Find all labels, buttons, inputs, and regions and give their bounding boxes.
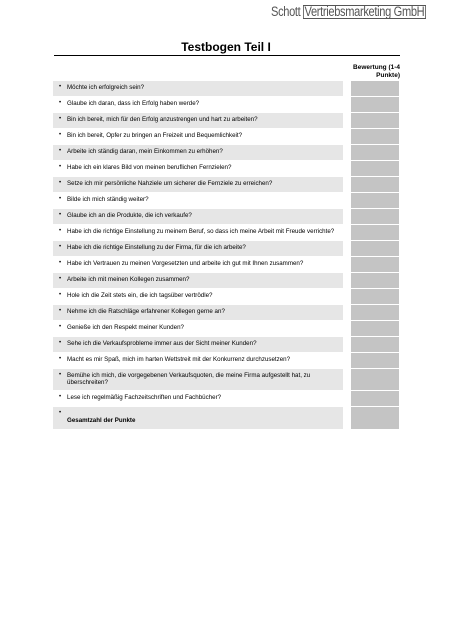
- question-row: [53, 113, 401, 129]
- question-text: Nehme ich die Ratschläge erfahrener Kollegen gerne an?: [67, 308, 225, 315]
- bullet-icon: •: [58, 196, 62, 202]
- question-row: [53, 241, 401, 257]
- logo-text-vertriebsmarketing: Vertriebsmarketing GmbH: [304, 4, 425, 19]
- question-text: Habe ich die richtige Einstellung zu der Firma, für die ich arbeite?: [67, 244, 246, 251]
- question-text: Habe ich die richtige Einstellung zu meinem Beruf, so dass ich meine Arbeit mit Freude verrichte?: [67, 228, 335, 235]
- question-row: [53, 81, 401, 97]
- company-logo: [271, 4, 426, 19]
- question-cell: [53, 273, 343, 288]
- question-cell: [53, 353, 343, 368]
- question-row: [53, 193, 401, 209]
- question-cell: [53, 337, 343, 352]
- questionnaire-table: [53, 81, 401, 430]
- bullet-icon: •: [58, 292, 62, 298]
- bullet-icon: •: [58, 276, 62, 282]
- bullet-icon: •: [58, 180, 62, 186]
- question-text: Hole ich die Zeit stets ein, die ich tagsüber vertrödle?: [67, 292, 213, 299]
- question-row: [53, 257, 401, 273]
- score-field[interactable]: [351, 81, 399, 96]
- bullet-icon: •: [58, 308, 62, 314]
- score-field[interactable]: [351, 161, 399, 176]
- question-row: [53, 161, 401, 177]
- question-cell: [53, 225, 343, 240]
- score-field[interactable]: [351, 321, 399, 336]
- question-row: [53, 177, 401, 193]
- question-cell: [53, 145, 343, 160]
- question-text: Sehe ich die Verkaufsprobleme immer aus der Sicht meiner Kunden?: [67, 340, 257, 347]
- bullet-icon: •: [58, 164, 62, 170]
- score-field[interactable]: [351, 353, 399, 368]
- question-cell: [53, 97, 343, 112]
- score-field[interactable]: [351, 273, 399, 288]
- question-text: Möchte ich erfolgreich sein?: [67, 84, 145, 91]
- question-row: [53, 391, 401, 407]
- question-cell: [53, 391, 343, 406]
- bullet-icon: •: [58, 228, 62, 234]
- question-cell: [53, 369, 343, 390]
- question-cell: [53, 305, 343, 320]
- bullet-icon: •: [58, 148, 62, 154]
- score-field[interactable]: [351, 193, 399, 208]
- score-column-header: Bewertung (1-4 Punkte): [353, 64, 400, 79]
- bullet-icon: •: [58, 244, 62, 250]
- score-field[interactable]: [351, 391, 399, 406]
- question-row: [53, 97, 401, 113]
- score-field[interactable]: [351, 209, 399, 224]
- question-text: Glaube ich an die Produkte, die ich verkaufe?: [67, 212, 192, 219]
- bullet-icon: •: [58, 324, 62, 330]
- question-text: Habe ich Vertrauen zu meinen Vorgesetzten und arbeite ich gut mit Ihnen zusammen?: [67, 260, 304, 267]
- bullet-icon: •: [58, 84, 62, 90]
- question-text: Glaube ich daran, dass ich Erfolg haben werde?: [67, 100, 200, 107]
- page-title: Testbogen Teil I: [181, 40, 271, 54]
- bullet-icon: •: [58, 340, 62, 346]
- question-text: Setze ich mir persönliche Nahziele um sicherer die Fernziele zu erreichen?: [67, 180, 273, 187]
- question-row: [53, 353, 401, 369]
- score-field[interactable]: [351, 145, 399, 160]
- question-text: Bin ich bereit, Opfer zu bringen an Freizeit und Bequemlichkeit?: [67, 132, 243, 139]
- bullet-icon: •: [58, 409, 62, 416]
- question-text: Arbeite ich mit meinen Kollegen zusammen?: [67, 276, 190, 283]
- bullet-icon: •: [58, 260, 62, 266]
- total-label: Gesamtzahl der Punkte: [67, 416, 136, 424]
- score-field[interactable]: [351, 337, 399, 352]
- score-field[interactable]: [351, 257, 399, 272]
- score-field[interactable]: [351, 369, 399, 390]
- question-text: Bilde ich mich ständig weiter?: [67, 196, 149, 203]
- question-row: [53, 305, 401, 321]
- title-divider: [54, 55, 400, 56]
- question-row: [53, 321, 401, 337]
- question-row: [53, 337, 401, 353]
- bullet-icon: •: [58, 372, 62, 378]
- score-field[interactable]: [351, 289, 399, 304]
- score-field[interactable]: [351, 129, 399, 144]
- question-text: Macht es mir Spaß, mich im harten Wettstreit mit der Konkurrenz durchzusetzen?: [67, 356, 291, 363]
- question-cell: [53, 113, 343, 128]
- question-cell: [53, 241, 343, 256]
- question-cell: [53, 129, 343, 144]
- question-cell: [53, 257, 343, 272]
- question-cell: [53, 289, 343, 304]
- bullet-icon: •: [58, 212, 62, 218]
- question-text: Lese ich regelmäßig Fachzeitschriften und Fachbücher?: [67, 393, 222, 401]
- question-text: Arbeite ich ständig daran, mein Einkommen zu erhöhen?: [67, 148, 223, 155]
- question-cell: [53, 209, 343, 224]
- score-field[interactable]: [351, 241, 399, 256]
- bullet-icon: •: [58, 393, 62, 400]
- question-row: [53, 369, 401, 391]
- question-cell: [53, 81, 343, 96]
- bullet-icon: •: [58, 356, 62, 362]
- question-text: Habe ich ein klares Bild von meinen beruflichen Fernzielen?: [67, 164, 232, 171]
- total-row: [53, 407, 401, 430]
- score-field[interactable]: [351, 177, 399, 192]
- question-text: Bemühe ich mich, die vorgegebenen Verkaufsquoten, die meine Firma aufgestellt hat, zu überschreiten?: [67, 372, 311, 387]
- score-field[interactable]: [351, 97, 399, 112]
- question-cell: [53, 321, 343, 336]
- logo-text-schott: Schott: [271, 4, 301, 19]
- question-row: [53, 289, 401, 305]
- bullet-icon: •: [58, 100, 62, 106]
- score-field[interactable]: [351, 305, 399, 320]
- question-cell: [53, 193, 343, 208]
- question-text: Bin ich bereit, mich für den Erfolg anzustrengen und hart zu arbeiten?: [67, 116, 258, 123]
- question-row: [53, 129, 401, 145]
- bullet-icon: •: [58, 116, 62, 122]
- score-field[interactable]: [351, 113, 399, 128]
- question-row: [53, 225, 401, 241]
- bullet-icon: •: [58, 132, 62, 138]
- question-row: [53, 209, 401, 225]
- question-row: [53, 145, 401, 161]
- question-text: Genieße ich den Respekt meiner Kunden?: [67, 324, 184, 331]
- total-score-field[interactable]: [351, 407, 399, 429]
- question-cell: [53, 407, 343, 429]
- score-field[interactable]: [351, 225, 399, 240]
- question-cell: [53, 177, 343, 192]
- question-cell: [53, 161, 343, 176]
- question-row: [53, 273, 401, 289]
